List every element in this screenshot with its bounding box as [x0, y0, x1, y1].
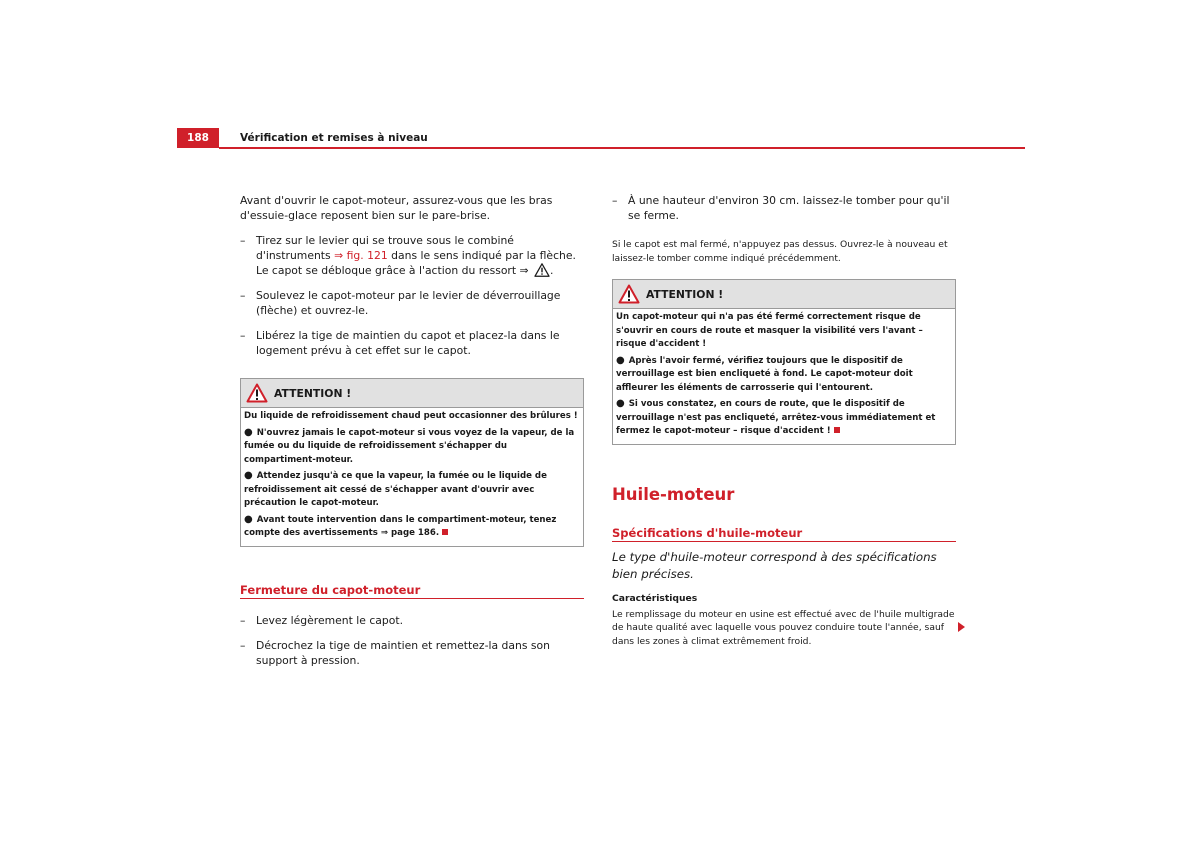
- open-step-2-text: Soulevez le capot-moteur par le levier de déverrouillage (flèche) et ouvrez-le.: [256, 289, 561, 317]
- warning-triangle-icon: [534, 263, 550, 277]
- open-step-3-text: Libérez la tige de maintien du capot et placez-la dans le logement prévu à cet effet sur le capot.: [256, 329, 560, 357]
- attention-header: [241, 379, 583, 408]
- note-paragraph: Si le capot est mal fermé, n'appuyez pas dessus. Ouvrez-le à nouveau et laissez-le tomber comme indiqué précédemment.: [612, 239, 948, 264]
- end-of-section-square-icon: [442, 529, 448, 535]
- attention-body: [241, 408, 583, 546]
- left-column: [240, 193, 584, 668]
- open-step-1: – Tirez sur le levier qui se trouve sous le combiné d'instruments ⇒ fig. 121 dans le sens indiqué par la flèche. Le capot se débloque grâce à l'action du ressort ⇒ .: [240, 234, 576, 277]
- characteristics-heading: Caractéristiques: [612, 592, 698, 604]
- attention-bullet-1: ● N'ouvrez jamais le capot-moteur si vous voyez de la vapeur, de la fumée ou du liquide de refroidissement s'échapper du compartiment-moteur.: [244, 426, 575, 465]
- attention-bullet-2: ● Si vous constatez, en cours de route, que le dispositif de verrouillage n'est pas encliqueté, arrêtez-vous immédiatement et fermez le capot-moteur – risque d'accident !: [616, 398, 936, 436]
- attention-bullet-3: ● Avant toute intervention dans le compartiment-moteur, tenez compte des avertissements ⇒ page 186.: [244, 513, 557, 538]
- intro-italic: Le type d'huile-moteur correspond à des spécifications bien précises.: [612, 549, 937, 581]
- close-step-2: – Décrochez la tige de maintien et remettez-la dans son support à pression.: [240, 638, 550, 667]
- header-rule: [219, 147, 1025, 149]
- close-step-1: – Levez légèrement le capot.: [240, 613, 404, 627]
- figure-reference-link[interactable]: ⇒ fig. 121: [334, 249, 388, 262]
- continue-arrow-icon: [958, 622, 965, 632]
- warning-triangle-icon: [246, 383, 268, 403]
- open-step-1-text-cont: dans le sens indiqué par la flèche. Le capot se débloque grâce à l'action du ressort ⇒: [256, 249, 576, 277]
- attention-body: [613, 309, 955, 444]
- attention-bullet-1: ● Après l'avoir fermé, vérifiez toujours que le dispositif de verrouillage est bien encliqueté à fond. Le capot-moteur doit affleurer les éléments de carrosserie qui l'entourent.: [616, 354, 913, 393]
- closing-heading: Fermeture du capot-moteur: [240, 583, 584, 599]
- chapter-title: Vérification et remises à niveau: [240, 132, 428, 144]
- attention-lead: Un capot-moteur qui n'a pas été fermé correctement risque de s'ouvrir en cours de route et masquer la visibilité vers l'avant – risque d'accident !: [616, 312, 923, 349]
- right-column: [612, 193, 956, 648]
- warning-triangle-icon: [618, 284, 640, 304]
- open-step-2: – Soulevez le capot-moteur par le levier de déverrouillage (flèche) et ouvrez-le.: [240, 289, 561, 317]
- attention-bullet-2: ● Attendez jusqu'à ce que la vapeur, la fumée ou le liquide de refroidissement ait cessé de s'échapper avant d'ouvrir avec précaution le capot-moteur.: [244, 470, 547, 508]
- attention-header: [613, 280, 955, 309]
- section-title: Huile-moteur: [612, 484, 735, 504]
- open-step-1-text: Tirez sur le levier qui se trouve sous le combiné d'instruments: [256, 234, 514, 262]
- page-number: 188: [177, 128, 219, 148]
- attention-box-hood: [612, 279, 956, 445]
- end-of-section-square-icon: [834, 427, 840, 433]
- attention-box-coolant: [240, 378, 584, 547]
- close-step-3: – À une hauteur d'environ 30 cm. laissez-le tomber pour qu'il se ferme.: [612, 194, 950, 222]
- attention-label: ATTENTION !: [274, 386, 352, 400]
- characteristics-text: Le remplissage du moteur en usine est effectué avec de l'huile multigrade de haute qualité avec laquelle vous pouvez conduire toute l'année, sauf dans les zones à climat extrêmement froid.: [612, 608, 955, 647]
- attention-label: ATTENTION !: [646, 287, 724, 301]
- open-step-3: – Libérez la tige de maintien du capot et placez-la dans le logement prévu à cet effet sur le capot.: [240, 329, 560, 357]
- attention-lead: Du liquide de refroidissement chaud peut occasionner des brûlures !: [244, 411, 578, 421]
- subsection-title: Spécifications d'huile-moteur: [612, 526, 956, 542]
- intro-paragraph: Avant d'ouvrir le capot-moteur, assurez-vous que les bras d'essuie-glace reposent bien sur le pare-brise.: [240, 194, 553, 222]
